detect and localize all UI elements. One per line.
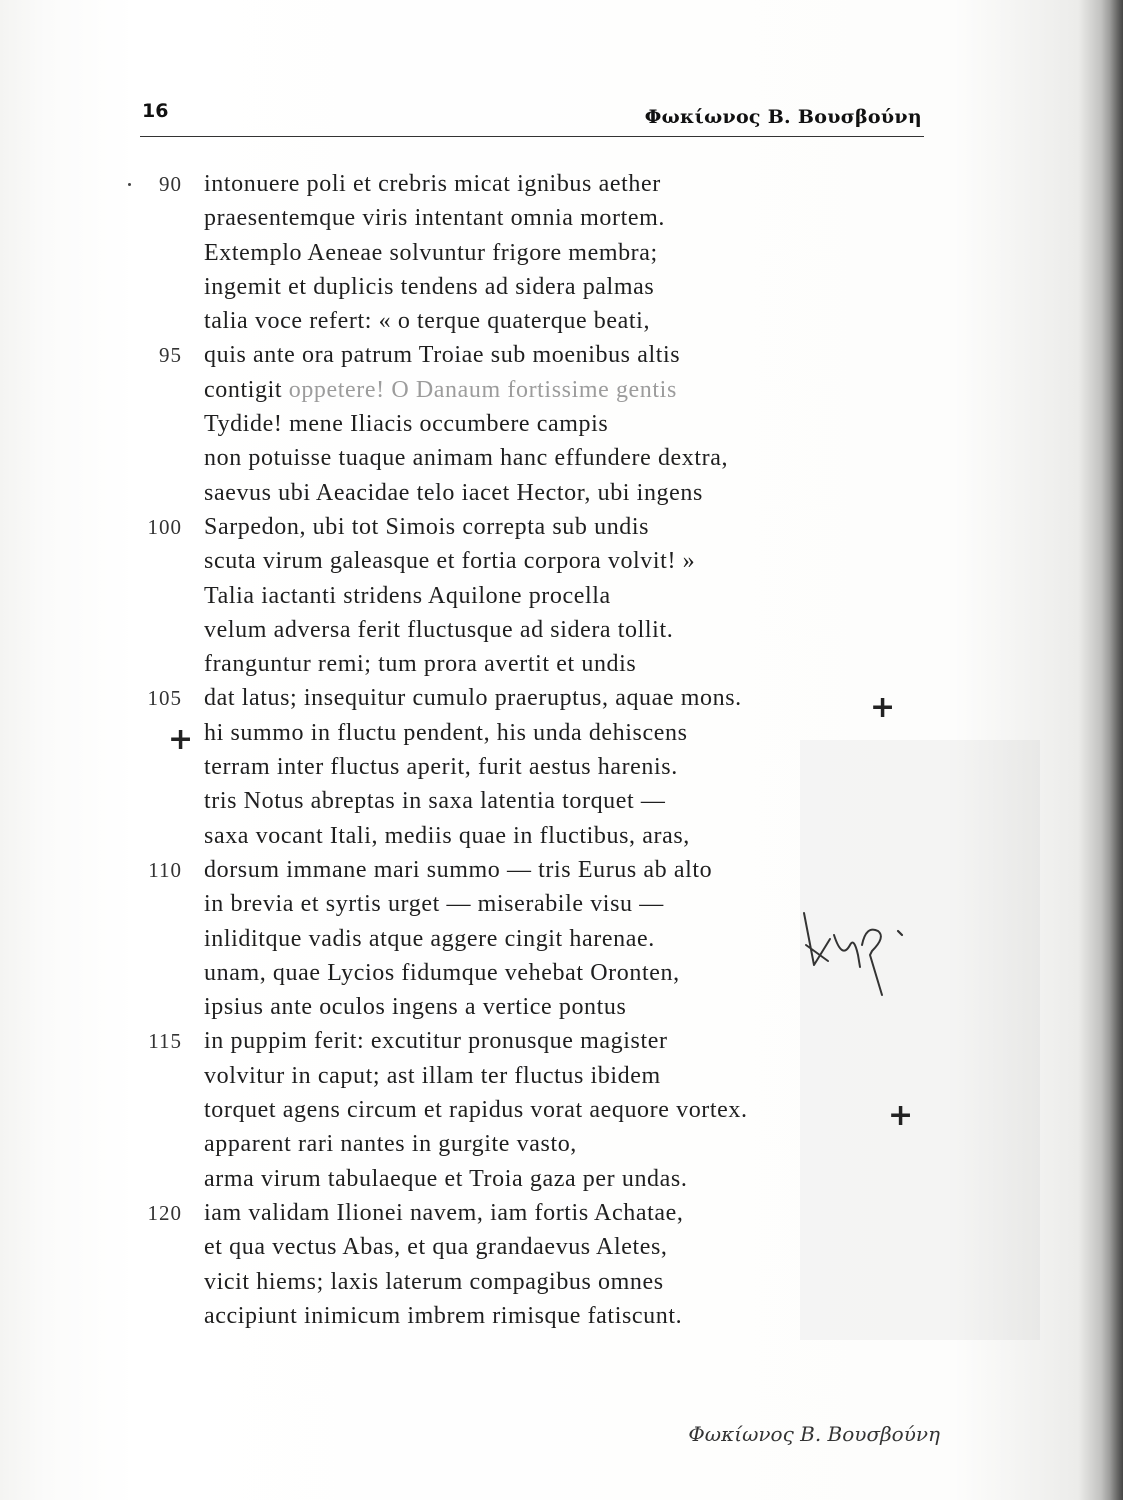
line-text: et qua vectus Abas, et qua grandaevus Aletes, [204, 1234, 668, 1261]
signature: Φωκίωνος Β. Βουσβούνη [688, 1422, 940, 1446]
handwritten-cross-mark: + [168, 722, 194, 757]
line-text: in brevia et syrtis urget — miserabile visu — [204, 891, 664, 918]
line-text: tris Notus abreptas in saxa latentia torquet — [204, 788, 666, 815]
verse-line [140, 1093, 860, 1127]
line-text: unam, quae Lycios fidumque vehebat Oronten, [204, 959, 680, 986]
line-text: Sarpedon, ubi tot Simois correpta sub undis [204, 513, 650, 540]
verse-line [140, 887, 860, 921]
verse-line [140, 853, 860, 887]
line-text: saevus ubi Aeacidae telo iacet Hector, ubi ingens [204, 479, 703, 506]
verse-line [140, 990, 860, 1024]
verse-line [140, 1059, 860, 1093]
margin-dot [128, 183, 131, 186]
verse-line [140, 544, 860, 578]
line-text: dorsum immane mari summo — tris Eurus ab alto [204, 856, 713, 883]
line-text: intonuere poli et crebris micat ignibus aether [204, 171, 661, 197]
line-text: non potuisse tuaque animam hanc effundere dextra, [204, 445, 729, 472]
verse-line [140, 613, 860, 647]
verse-block [140, 167, 860, 1333]
verse-line [140, 750, 860, 784]
line-text: hi summo in fluctu pendent, his unda dehiscens [204, 719, 688, 746]
handwritten-note [800, 905, 910, 1000]
line-text: scuta virum galeasque et fortia corpora volvit! » [204, 548, 696, 575]
line-number: 100 [147, 514, 182, 539]
verse-line [140, 407, 860, 441]
verse-line [140, 304, 860, 338]
verse-line [140, 167, 860, 201]
line-text-start: contigit [204, 376, 283, 403]
verse-line [140, 201, 860, 235]
page-header [140, 96, 924, 137]
line-text-faded: oppetere! O Danaum fortissime gentis [282, 376, 677, 403]
verse-line [140, 373, 860, 407]
verse-line [140, 338, 860, 372]
line-text: quis ante ora patrum Troiae sub moenibus altis [204, 342, 681, 369]
line-text: iam validam Ilionei navem, iam fortis Achatae, [204, 1199, 684, 1226]
verse-line [140, 922, 860, 956]
line-number: 105 [147, 686, 182, 711]
line-text: praesentemque viris intentant omnia mortem. [204, 205, 666, 232]
line-text: velum adversa ferit fluctusque ad sidera tollit. [204, 616, 674, 643]
line-text [204, 373, 677, 407]
line-number: 120 [147, 1200, 182, 1225]
line-number: 90 [159, 172, 182, 196]
line-text: franguntur remi; tum prora avertit et undis [204, 651, 637, 678]
verse-line [140, 681, 860, 715]
line-number: 95 [159, 343, 182, 368]
line-text: Talia iactanti stridens Aquilone procella [204, 582, 611, 609]
line-text: inliditque vadis atque aggere cingit harenae. [204, 925, 655, 952]
verse-line [140, 441, 860, 475]
line-text: talia voce refert: « o terque quaterque beati, [204, 308, 651, 335]
verse-line [140, 579, 860, 613]
line-text: torquet agens circum et rapidus vorat aequore vortex. [204, 1097, 748, 1124]
line-text: volvitur in caput; ast illam ter fluctus ibidem [204, 1062, 661, 1089]
line-text: in puppim ferit: excutitur pronusque magister [204, 1028, 668, 1055]
verse-line [140, 956, 860, 990]
line-text: ingemit et duplicis tendens ad sidera palmas [204, 273, 655, 300]
verse-line [140, 270, 860, 304]
verse-line [140, 647, 860, 681]
line-text: Extemplo Aeneae solvuntur frigore membra; [204, 239, 658, 266]
verse-line [140, 1024, 860, 1058]
verse-line [140, 716, 860, 750]
verse-line [140, 819, 860, 853]
line-text: saxa vocant Itali, mediis quae in fluctibus, aras, [204, 822, 690, 849]
line-text: accipiunt inimicum imbrem rimisque fatiscunt. [204, 1302, 683, 1329]
line-text: terram inter fluctus aperit, furit aestus harenis. [204, 754, 678, 781]
verse-line [140, 1265, 860, 1299]
verse-line [140, 1162, 860, 1196]
running-head: Φωκίωνος Β. Βουσβούνη [644, 106, 922, 128]
line-number: 115 [148, 1029, 182, 1054]
verse-line [140, 236, 860, 270]
handwritten-cross-mark: + [870, 690, 896, 725]
verse-line [140, 476, 860, 510]
page-edge-shadow [1101, 0, 1123, 1500]
verse-line [140, 510, 860, 544]
line-text: Tydide! mene Iliacis occumbere campis [204, 411, 609, 438]
line-number: 110 [148, 857, 182, 882]
page-number: 16 [142, 100, 169, 122]
verse-line [140, 1299, 860, 1333]
line-text: apparent rari nantes in gurgite vasto, [204, 1131, 577, 1158]
handwritten-cross-mark: + [888, 1098, 914, 1133]
line-text: vicit hiems; laxis laterum compagibus omnes [204, 1268, 664, 1295]
line-text: ipsius ante oculos ingens a vertice pontus [204, 994, 627, 1021]
verse-line [140, 1196, 860, 1230]
verse-line [140, 784, 860, 818]
verse-line [140, 1127, 860, 1161]
line-text: arma virum tabulaeque et Troia gaza per undas. [204, 1165, 688, 1192]
verse-line [140, 1230, 860, 1264]
line-text: dat latus; insequitur cumulo praeruptus, aquae mons. [204, 685, 742, 712]
